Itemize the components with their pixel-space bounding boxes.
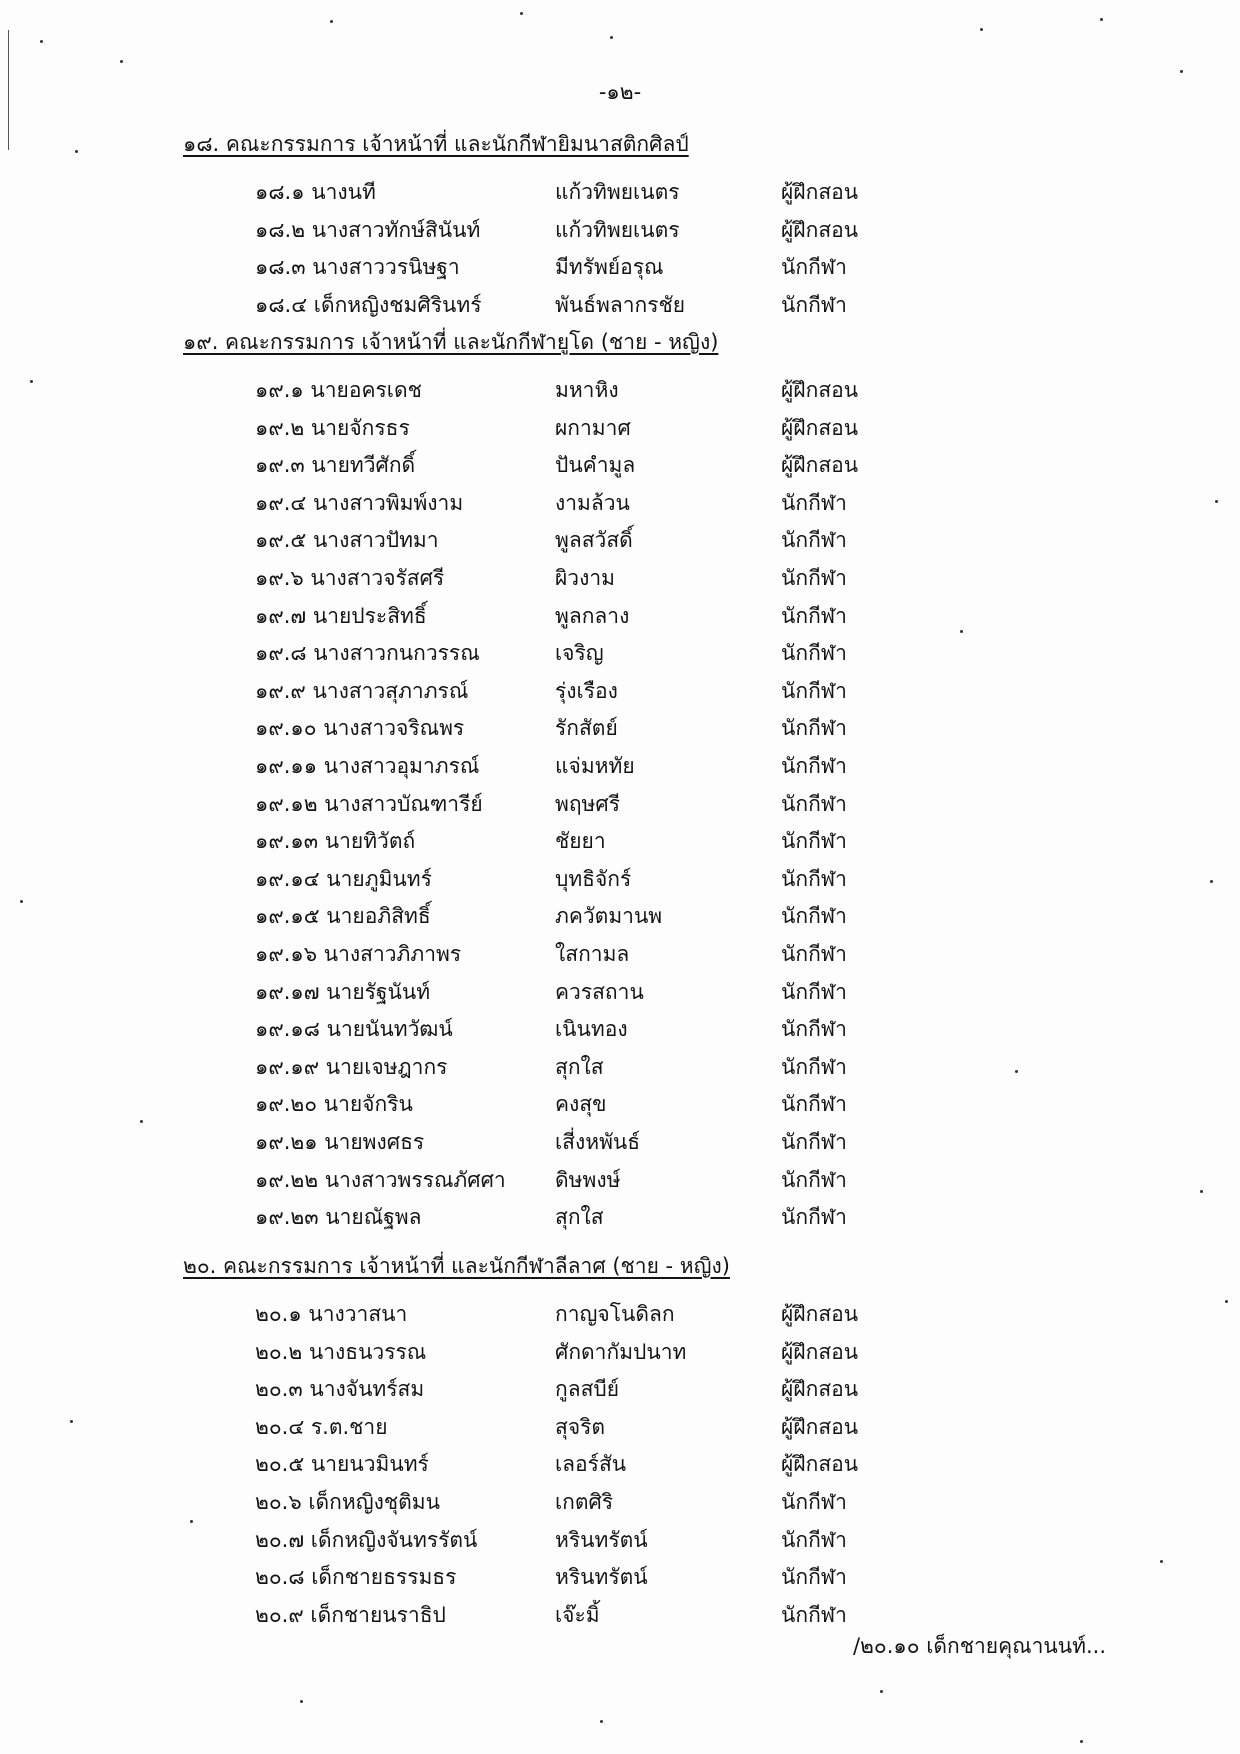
member-row bbox=[0, 750, 1240, 786]
member-surname: ควรสถาน bbox=[555, 979, 644, 1004]
member-row bbox=[0, 600, 1240, 636]
member-surname: เลอร์สัน bbox=[555, 1452, 627, 1477]
member-row bbox=[0, 976, 1240, 1012]
member-surname: พูลสวัสดิ์ bbox=[555, 528, 633, 553]
member-number-name: ๑๙.๑๗ นายรัฐนันท์ bbox=[255, 979, 431, 1004]
member-role: นักกีฬา bbox=[781, 1130, 847, 1154]
member-surname: งามล้วน bbox=[555, 490, 630, 515]
member-number-name: ๑๙.๑๕ นายอภิสิทธิ์ bbox=[255, 904, 431, 929]
member-number-name: ๑๙.๑๒ นางสาวบัณฑารีย์ bbox=[255, 791, 483, 816]
member-row bbox=[0, 1298, 1240, 1334]
member-surname: แก้วทิพยเนตร bbox=[555, 180, 680, 204]
scan-speck bbox=[1100, 18, 1103, 21]
member-row bbox=[0, 1524, 1240, 1560]
member-role: ผู้ฝึกสอน bbox=[781, 217, 859, 242]
member-number-name: ๑๘.๓ นางสาววรนิษฐา bbox=[255, 255, 460, 280]
member-number-name: ๑๙.๖ นางสาวจรัสศรี bbox=[255, 566, 445, 590]
member-surname: มีทรัพย์อรุณ bbox=[555, 255, 664, 280]
member-row bbox=[0, 712, 1240, 748]
member-surname: เนินทอง bbox=[555, 1017, 628, 1042]
member-row bbox=[0, 1486, 1240, 1522]
member-row bbox=[0, 1164, 1240, 1200]
member-role: นักกีฬา bbox=[781, 1565, 847, 1590]
member-number-name: ๑๙.๙ นางสาวสุภาภรณ์ bbox=[255, 678, 469, 703]
member-row bbox=[0, 788, 1240, 824]
member-number-name: ๑๙.๑ นายอครเดช bbox=[255, 378, 422, 402]
member-surname: เจ๊ะมิ้ bbox=[555, 1602, 600, 1627]
member-number-name: ๑๙.๒๒ นางสาวพรรณภัศศา bbox=[255, 1167, 506, 1192]
continuation-note: /๒๐.๑๐ เด็กชายคุณานนท์... bbox=[852, 1634, 1106, 1658]
member-role: นักกีฬา bbox=[781, 1490, 847, 1514]
member-row bbox=[0, 449, 1240, 485]
member-role: นักกีฬา bbox=[781, 866, 847, 891]
member-surname: ผิวงาม bbox=[555, 566, 615, 590]
member-row bbox=[0, 562, 1240, 598]
scan-speck bbox=[1080, 1740, 1083, 1743]
member-number-name: ๑๙.๑๙ นายเจษฎากร bbox=[255, 1054, 448, 1079]
member-surname: สุจริต bbox=[555, 1414, 606, 1439]
member-row bbox=[0, 1051, 1240, 1087]
member-number-name: ๑๙.๗ นายประสิทธิ์ bbox=[255, 603, 427, 628]
member-number-name: ๑๙.๑๖ นางสาวภิภาพร bbox=[255, 942, 462, 966]
member-number-name: ๑๙.๕ นางสาวปัทมา bbox=[255, 528, 439, 553]
member-number-name: ๑๘.๒ นางสาวทักษ์สินันท์ bbox=[255, 217, 481, 242]
member-role: นักกีฬา bbox=[781, 1092, 847, 1117]
member-role: นักกีฬา bbox=[781, 490, 847, 515]
member-number-name: ๑๘.๔ เด็กหญิงชมศิรินทร์ bbox=[255, 292, 482, 317]
member-role: นักกีฬา bbox=[781, 528, 847, 553]
member-surname: ภควัตมานพ bbox=[555, 904, 663, 929]
member-row bbox=[0, 825, 1240, 861]
member-surname: หรินทรัตน์ bbox=[555, 1565, 648, 1590]
member-role: ผู้ฝึกสอน bbox=[781, 378, 859, 402]
member-number-name: ๑๙.๑๑ นางสาวอุมาภรณ์ bbox=[255, 754, 480, 778]
member-role: ผู้ฝึกสอน bbox=[781, 1414, 859, 1439]
member-role: นักกีฬา bbox=[781, 603, 847, 628]
member-role: นักกีฬา bbox=[781, 292, 847, 317]
member-surname: กาญจโนดิลก bbox=[555, 1302, 675, 1326]
member-row bbox=[0, 289, 1240, 325]
member-row bbox=[0, 938, 1240, 974]
member-role: ผู้ฝึกสอน bbox=[781, 1452, 859, 1477]
member-number-name: ๑๘.๑ นางนที bbox=[255, 180, 376, 204]
member-row bbox=[0, 251, 1240, 287]
member-role: นักกีฬา bbox=[781, 566, 847, 590]
member-role: นักกีฬา bbox=[781, 754, 847, 778]
scan-speck bbox=[1180, 70, 1183, 73]
member-number-name: ๑๙.๔ นางสาวพิมพ์งาม bbox=[255, 490, 464, 515]
member-number-name: ๒๐.๔ ร.ต.ชาย bbox=[255, 1414, 388, 1439]
member-surname: สุกใส bbox=[555, 1205, 604, 1230]
member-number-name: ๒๐.๓ นางจันทร์สม bbox=[255, 1377, 425, 1402]
member-number-name: ๒๐.๕ นายนวมินทร์ bbox=[255, 1452, 429, 1477]
member-surname: พันธ์พลากรชัย bbox=[555, 292, 686, 317]
member-surname: กูลสบีย์ bbox=[555, 1377, 620, 1402]
scan-speck bbox=[610, 36, 613, 39]
member-surname: เกตศิริ bbox=[555, 1490, 614, 1514]
member-row bbox=[0, 1126, 1240, 1162]
member-surname: รักสัตย์ bbox=[555, 716, 618, 741]
member-role: นักกีฬา bbox=[781, 716, 847, 741]
member-number-name: ๑๙.๒๑ นายพงศธร bbox=[255, 1130, 425, 1154]
member-row bbox=[0, 1088, 1240, 1124]
member-role: นักกีฬา bbox=[781, 255, 847, 280]
member-row bbox=[0, 900, 1240, 936]
scan-speck bbox=[330, 20, 333, 23]
member-row bbox=[0, 1448, 1240, 1484]
member-role: นักกีฬา bbox=[781, 829, 847, 854]
member-surname: ผกามาศ bbox=[555, 415, 631, 440]
scan-speck bbox=[520, 12, 523, 15]
member-role: นักกีฬา bbox=[781, 1527, 847, 1552]
member-row bbox=[0, 412, 1240, 448]
member-number-name: ๑๙.๒๓ นายณัฐพล bbox=[255, 1205, 422, 1230]
member-number-name: ๑๙.๑๔ นายภูมินทร์ bbox=[255, 866, 432, 891]
member-surname: ปันคำมูล bbox=[555, 453, 636, 478]
member-row bbox=[0, 176, 1240, 212]
member-surname: หรินทรัตน์ bbox=[555, 1527, 648, 1552]
member-number-name: ๒๐.๗ เด็กหญิงจันทรรัตน์ bbox=[255, 1527, 478, 1552]
member-row bbox=[0, 1336, 1240, 1372]
member-role: ผู้ฝึกสอน bbox=[781, 180, 859, 204]
member-row bbox=[0, 524, 1240, 560]
scan-speck bbox=[600, 1720, 603, 1723]
member-surname: พูลกลาง bbox=[555, 603, 630, 628]
member-surname: มหาหิง bbox=[555, 378, 619, 402]
member-role: นักกีฬา bbox=[781, 641, 847, 666]
member-number-name: ๒๐.๖ เด็กหญิงชุติมน bbox=[255, 1490, 440, 1514]
member-surname: แจ่มหทัย bbox=[555, 754, 635, 778]
member-number-name: ๒๐.๘ เด็กชายธรรมธร bbox=[255, 1565, 457, 1590]
member-row bbox=[0, 214, 1240, 250]
member-number-name: ๑๙.๑๐ นางสาวจริณพร bbox=[255, 716, 465, 741]
scan-speck bbox=[300, 1700, 303, 1703]
member-number-name: ๑๙.๑๘ นายนันทวัฒน์ bbox=[255, 1017, 453, 1042]
member-role: นักกีฬา bbox=[781, 791, 847, 816]
member-surname: คงสุข bbox=[555, 1092, 607, 1117]
member-row bbox=[0, 1561, 1240, 1597]
member-number-name: ๒๐.๒ นางธนวรรณ bbox=[255, 1339, 427, 1364]
section-heading: ๒๐. คณะกรรมการ เจ้าหน้าที่ และนักกีฬาลีลาศ (ชาย - หญิง) bbox=[183, 1254, 730, 1278]
member-surname: รุ่งเรือง bbox=[555, 678, 618, 703]
scan-speck bbox=[980, 28, 983, 31]
scan-speck bbox=[120, 60, 123, 63]
scan-speck bbox=[40, 40, 43, 43]
member-surname: แก้วทิพยเนตร bbox=[555, 217, 680, 242]
member-row bbox=[0, 1201, 1240, 1237]
member-role: ผู้ฝึกสอน bbox=[781, 1339, 859, 1364]
member-row bbox=[0, 675, 1240, 711]
member-row bbox=[0, 1373, 1240, 1409]
section-heading: ๑๘. คณะกรรมการ เจ้าหน้าที่ และนักกีฬายิมนาสติกศิลป์ bbox=[183, 132, 689, 156]
member-surname: พฤษศรี bbox=[555, 791, 621, 816]
member-surname: เสี่งหพันธ์ bbox=[555, 1130, 641, 1154]
member-number-name: ๒๐.๑ นางวาสนา bbox=[255, 1302, 408, 1326]
member-number-name: ๒๐.๙ เด็กชายนราธิป bbox=[255, 1602, 446, 1627]
member-number-name: ๑๙.๓ นายทวีศักดิ์ bbox=[255, 453, 416, 478]
member-row bbox=[0, 487, 1240, 523]
member-row bbox=[0, 374, 1240, 410]
member-role: ผู้ฝึกสอน bbox=[781, 1302, 859, 1326]
member-role: นักกีฬา bbox=[781, 904, 847, 929]
page-number: -๑๒- bbox=[598, 80, 642, 104]
member-surname: ศักดากัมปนาท bbox=[555, 1339, 687, 1364]
member-role: นักกีฬา bbox=[781, 1054, 847, 1079]
member-surname: บุทธิจักร์ bbox=[555, 866, 632, 891]
member-role: นักกีฬา bbox=[781, 678, 847, 703]
member-role: นักกีฬา bbox=[781, 979, 847, 1004]
scan-speck bbox=[75, 150, 78, 153]
member-surname: ดิษพงษ์ bbox=[555, 1167, 621, 1192]
member-surname: ชัยยา bbox=[555, 829, 606, 854]
member-row bbox=[0, 637, 1240, 673]
member-role: นักกีฬา bbox=[781, 1017, 847, 1042]
member-role: นักกีฬา bbox=[781, 1602, 847, 1627]
member-number-name: ๑๙.๒ นายจักรธร bbox=[255, 415, 410, 440]
member-role: นักกีฬา bbox=[781, 1167, 847, 1192]
member-surname: สุกใส bbox=[555, 1054, 604, 1079]
member-row bbox=[0, 1411, 1240, 1447]
member-role: ผู้ฝึกสอน bbox=[781, 1377, 859, 1402]
member-role: นักกีฬา bbox=[781, 1205, 847, 1230]
member-role: ผู้ฝึกสอน bbox=[781, 453, 859, 478]
member-number-name: ๑๙.๒๐ นายจักริน bbox=[255, 1092, 413, 1117]
section-heading: ๑๙. คณะกรรมการ เจ้าหน้าที่ และนักกีฬายูโด (ชาย - หญิง) bbox=[183, 330, 719, 354]
member-number-name: ๑๙.๘ นางสาวกนกวรรณ bbox=[255, 641, 480, 666]
scan-speck bbox=[880, 1690, 883, 1693]
member-role: นักกีฬา bbox=[781, 942, 847, 966]
member-role: ผู้ฝึกสอน bbox=[781, 415, 859, 440]
member-surname: ใสกามล bbox=[555, 942, 630, 966]
member-row bbox=[0, 1013, 1240, 1049]
member-surname: เจริญ bbox=[555, 641, 604, 666]
member-number-name: ๑๙.๑๓ นายทิวัตถ์ bbox=[255, 829, 416, 854]
member-row bbox=[0, 863, 1240, 899]
